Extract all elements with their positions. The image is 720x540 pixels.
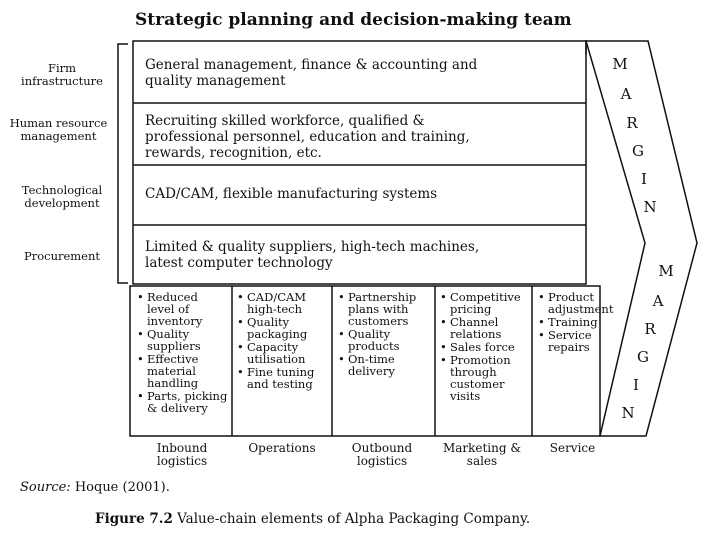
margin-letter: R — [644, 320, 656, 338]
column-service — [537, 290, 614, 354]
content-firm-infrastructure — [145, 57, 477, 89]
content-line: latest computer technology — [145, 255, 333, 271]
label-hr-management: Human resource management — [9, 116, 108, 143]
label-inbound-logistics: Inbound logistics — [156, 441, 208, 468]
list-item: • Channel relations — [439, 316, 531, 340]
margin-letter: G — [637, 348, 649, 366]
label-firm-infrastructure: Firm infrastructure — [21, 61, 103, 88]
list-item: • Quality products — [337, 328, 433, 352]
source-note — [20, 480, 170, 495]
content-hr-management — [145, 113, 470, 161]
margin-letter: I — [633, 376, 639, 394]
list-item: • On-time delivery — [337, 353, 433, 377]
content-line: professional personnel, education and training, — [145, 129, 470, 145]
margin-letter: G — [632, 142, 644, 160]
margin-letter: A — [652, 292, 664, 310]
list-item: • Parts, picking & delivery — [136, 390, 228, 414]
list-item: • Promotion through customer visits — [439, 354, 531, 402]
list-item: • Service repairs — [537, 329, 607, 353]
list-item: • Training — [537, 316, 607, 328]
caption-label: Figure 7.2 — [95, 511, 173, 527]
content-line: General management, finance & accounting and — [145, 57, 478, 73]
margin-letter: A — [620, 85, 632, 103]
margin-letter: I — [641, 170, 647, 188]
list-item: • Competitive pricing — [439, 291, 531, 315]
margin-letter: M — [658, 262, 674, 280]
label-marketing-sales: Marketing & sales — [442, 441, 522, 468]
list-item: • Quality packaging — [236, 316, 330, 340]
content-tech-development — [145, 186, 437, 202]
list-item: • Reduced level of inventory — [136, 291, 228, 327]
label-outbound-logistics: Outbound logistics — [351, 441, 413, 468]
content-line: Recruiting skilled workforce, qualified & — [145, 113, 425, 129]
figure-caption — [95, 511, 530, 527]
source-label: Source: — [20, 480, 71, 495]
list-item: • CAD/CAM high-tech — [236, 291, 330, 315]
content-line: Limited & quality suppliers, high-tech machines, — [145, 239, 480, 255]
label-tech-development: Technological development — [21, 183, 103, 210]
margin-letter: M — [612, 55, 628, 73]
content-line: rewards, recognition, etc. — [145, 145, 322, 161]
column-outbound-logistics — [337, 291, 433, 378]
content-line: quality management — [145, 73, 286, 89]
label-procurement: Procurement — [23, 249, 101, 263]
column-inbound-logistics — [136, 291, 228, 415]
caption-text: Value-chain elements of Alpha Packaging Company. — [177, 511, 531, 527]
label-service: Service — [549, 441, 596, 455]
list-item: • Effective material handling — [136, 353, 228, 389]
label-operations: Operations — [248, 441, 316, 455]
margin-letter: N — [621, 404, 635, 422]
list-item: • Capacity utilisation — [236, 341, 330, 365]
margin-letter: N — [643, 198, 657, 216]
content-procurement — [145, 239, 479, 271]
list-item: • Quality suppliers — [136, 328, 228, 352]
column-marketing-sales — [439, 291, 531, 403]
list-item: • Sales force — [439, 341, 531, 353]
margin-letter: R — [626, 114, 638, 132]
list-item: • Fine tuning and testing — [236, 366, 330, 390]
diagram-title: Strategic planning and decision-making team — [135, 10, 572, 30]
source-text: Hoque (2001). — [74, 480, 170, 495]
content-line: CAD/CAM, flexible manufacturing systems — [145, 186, 438, 202]
list-item: • Product adjustment — [537, 291, 607, 315]
column-operations — [236, 291, 330, 391]
list-item: • Partnership plans with customers — [337, 291, 433, 327]
support-brace — [118, 44, 128, 283]
